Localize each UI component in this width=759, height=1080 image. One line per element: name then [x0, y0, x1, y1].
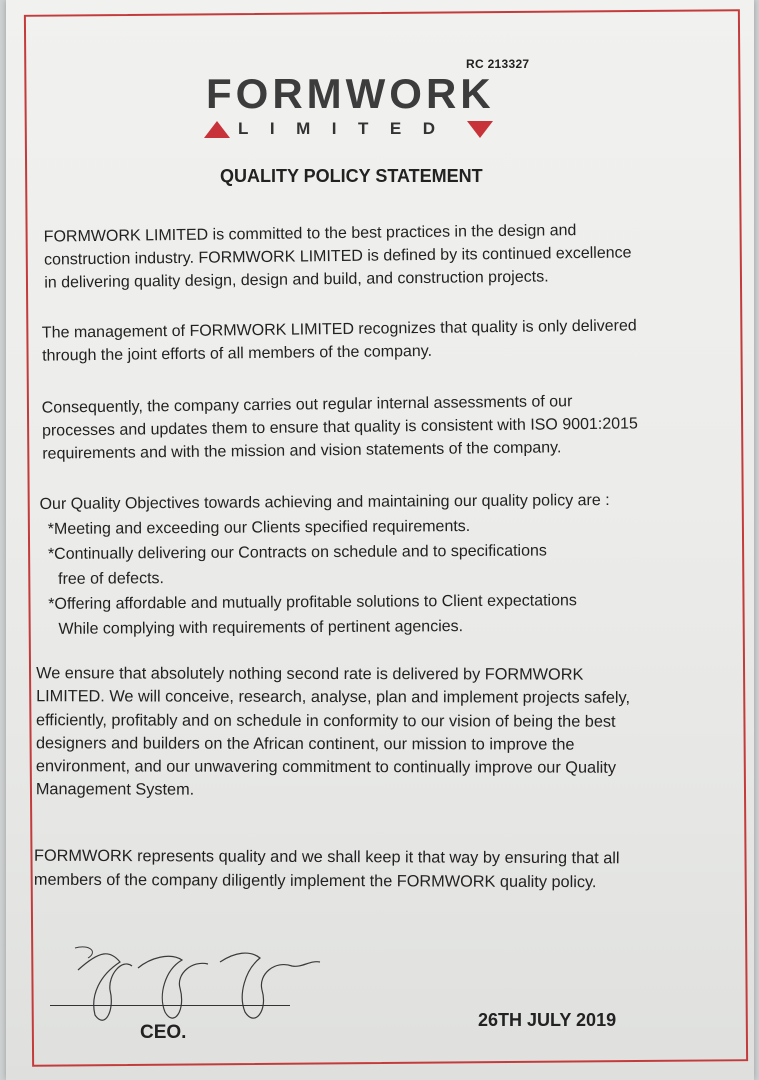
page-title: QUALITY POLICY STATEMENT: [220, 166, 483, 186]
company-logo-text: FORMWORK: [206, 70, 495, 117]
document-date: 26TH JULY 2019: [478, 1010, 617, 1030]
rc-number: RC 213327: [466, 57, 530, 71]
paragraph-ensure: [36, 662, 630, 803]
text-line: requirements and with the mission and vision statements of the company.: [42, 439, 562, 463]
paragraph-assessments: [42, 389, 639, 465]
signature-line: [50, 1005, 290, 1006]
ceo-signature: [70, 940, 330, 1030]
text-line: We ensure that absolutely nothing second rate is delivered by FORMWORK: [36, 664, 584, 684]
text-line: Management System.: [35, 780, 195, 800]
text-line: FORMWORK LIMITED is committed to the best practices in the design and: [43, 222, 577, 246]
company-logo-suffix: [204, 118, 534, 140]
text-line: members of the company diligently implement the FORMWORK quality policy.: [33, 870, 597, 892]
text-line: environment, and our unwavering commitment to continually improve our Quality: [35, 757, 617, 777]
objective-item-continued: free of defects.: [58, 570, 164, 588]
objective-item: *Continually delivering our Contracts on schedule and to specifications: [47, 542, 547, 563]
text-line: processes and updates them to ensure that quality is consistent with ISO 9001:2015: [41, 415, 639, 440]
paragraph-commitment: [44, 218, 632, 294]
objective-item: *Meeting and exceeding our Clients specified requirements.: [47, 517, 471, 538]
text-line: FORMWORK represents quality and we shall keep it that way by ensuring that all: [34, 846, 620, 868]
paragraph-objectives: [39, 488, 610, 642]
paragraph-management: [42, 314, 637, 367]
text-line: Consequently, the company carries out regular internal assessments of our: [41, 393, 573, 417]
text-line: efficiently, profitably and on schedule in conformity to our vision of being the best: [36, 710, 616, 731]
triangle-down-icon: [467, 121, 493, 138]
objective-item-continued: While complying with requirements of pertinent agencies.: [58, 618, 464, 638]
paragraph-represents: [34, 844, 620, 895]
triangle-up-icon: [204, 121, 230, 138]
company-suffix-text: LIMITED: [238, 119, 457, 138]
text-line: construction industry. FORMWORK LIMITED is defined by its continued excellence: [43, 244, 632, 269]
signatory-label: CEO.: [140, 1022, 187, 1043]
text-line: through the joint efforts of all members of the company.: [42, 342, 433, 365]
text-line: designers and builders on the African continent, our mission to improve the: [35, 734, 575, 754]
objective-item: *Offering affordable and mutually profitable solutions to Client expectations: [48, 592, 577, 613]
text-line: in delivering quality design, design and build, and construction projects.: [44, 268, 549, 292]
text-line: The management of FORMWORK LIMITED recognizes that quality is only delivered: [41, 317, 637, 342]
objectives-intro: Our Quality Objectives towards achieving and maintaining our quality policy are :: [39, 492, 610, 513]
text-line: LIMITED. We will conceive, research, analyse, plan and implement projects safely,: [36, 687, 631, 708]
